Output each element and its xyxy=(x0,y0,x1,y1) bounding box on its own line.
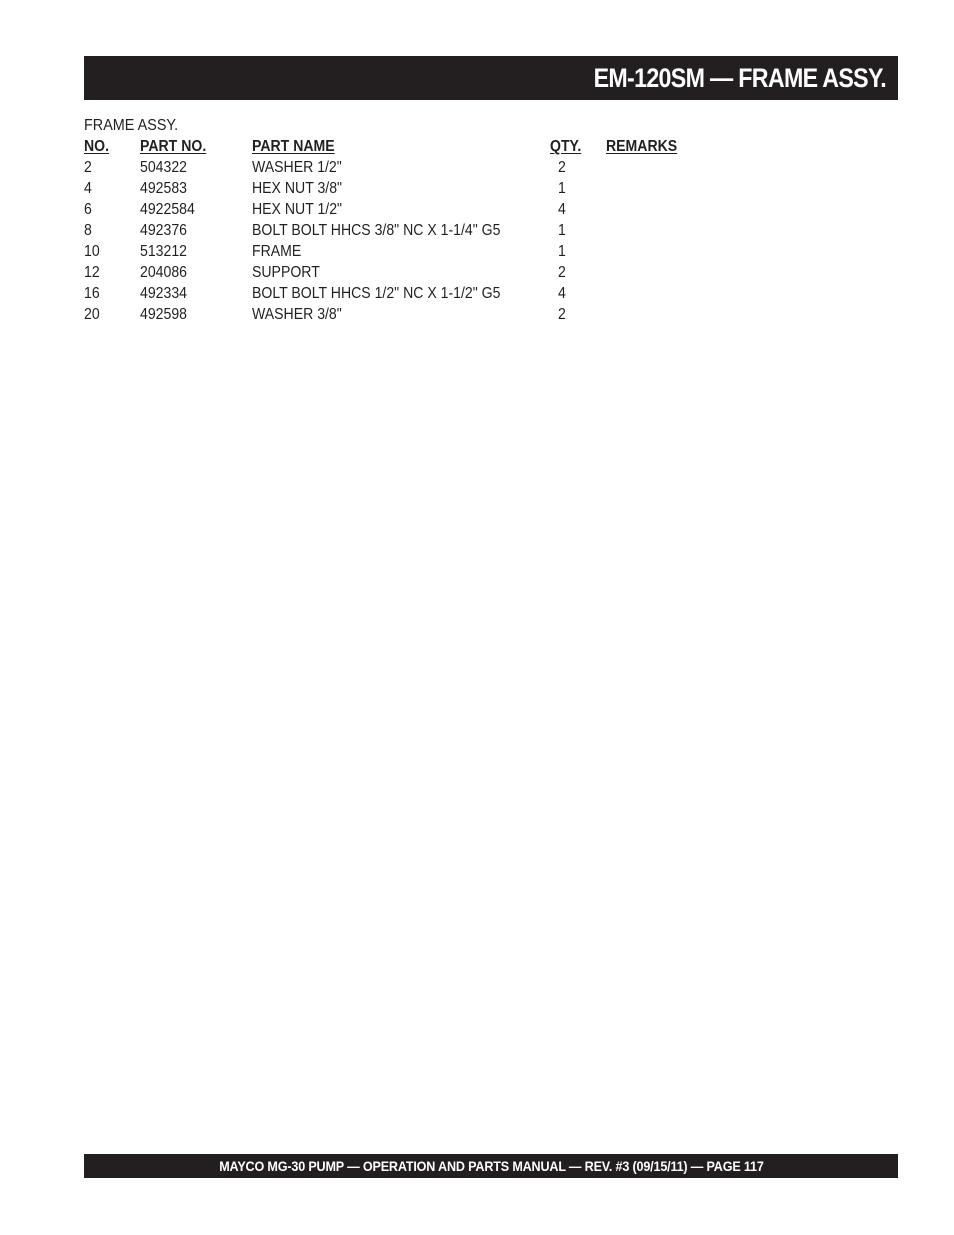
table-row xyxy=(84,178,724,199)
row-part-name: HEX NUT 3/8" xyxy=(252,180,343,197)
row-part-name: SUPPORT xyxy=(252,264,320,281)
row-part-no: 204086 xyxy=(140,264,187,281)
row-part-name: HEX NUT 1/2" xyxy=(252,201,343,218)
row-no: 16 xyxy=(84,285,100,302)
row-part-name: WASHER 3/8" xyxy=(252,306,342,323)
header-qty: QTY. xyxy=(550,138,582,155)
row-no: 8 xyxy=(84,222,92,239)
table-row xyxy=(84,262,724,283)
row-part-no: 492598 xyxy=(140,306,187,323)
table-row xyxy=(84,241,724,262)
title-bar xyxy=(84,56,898,100)
parts-table xyxy=(84,136,724,325)
row-part-no: 4922584 xyxy=(140,201,195,218)
header-part-name: PART NAME xyxy=(252,138,335,155)
page-footer: MAYCO MG-30 PUMP — OPERATION AND PARTS MANUAL — REV. #3 (09/15/11) — PAGE 117 xyxy=(218,1158,764,1174)
table-row xyxy=(84,157,724,178)
table-row xyxy=(84,220,724,241)
row-part-no: 492583 xyxy=(140,180,187,197)
header-part-no: PART NO. xyxy=(140,138,207,155)
row-part-no: 513212 xyxy=(140,243,187,260)
table-row xyxy=(84,199,724,220)
row-no: 12 xyxy=(84,264,100,281)
row-no: 10 xyxy=(84,243,100,260)
footer-bar xyxy=(84,1154,898,1178)
table-row xyxy=(84,283,724,304)
row-qty: 2 xyxy=(558,306,566,323)
row-qty: 2 xyxy=(558,264,566,281)
row-qty: 4 xyxy=(558,201,566,218)
row-qty: 2 xyxy=(558,159,566,176)
row-qty: 1 xyxy=(558,222,566,239)
row-qty: 1 xyxy=(558,180,566,197)
row-part-name: FRAME xyxy=(252,243,302,260)
section-label: FRAME ASSY. xyxy=(84,117,179,134)
row-qty: 1 xyxy=(558,243,566,260)
row-part-name: BOLT BOLT HHCS 1/2" NC X 1-1/2" G5 xyxy=(252,285,501,302)
table-row xyxy=(84,304,724,325)
row-no: 2 xyxy=(84,159,92,176)
row-part-no: 492376 xyxy=(140,222,187,239)
page-title: EM-120SM — FRAME ASSY. xyxy=(593,62,886,93)
header-remarks: REMARKS xyxy=(606,138,678,155)
row-no: 6 xyxy=(84,201,92,218)
row-part-no: 504322 xyxy=(140,159,187,176)
table-header-row xyxy=(84,136,724,157)
row-part-no: 492334 xyxy=(140,285,187,302)
row-no: 4 xyxy=(84,180,92,197)
row-part-name: BOLT BOLT HHCS 3/8" NC X 1-1/4" G5 xyxy=(252,222,501,239)
header-no: NO. xyxy=(84,138,110,155)
row-no: 20 xyxy=(84,306,100,323)
row-qty: 4 xyxy=(558,285,566,302)
row-part-name: WASHER 1/2" xyxy=(252,159,342,176)
